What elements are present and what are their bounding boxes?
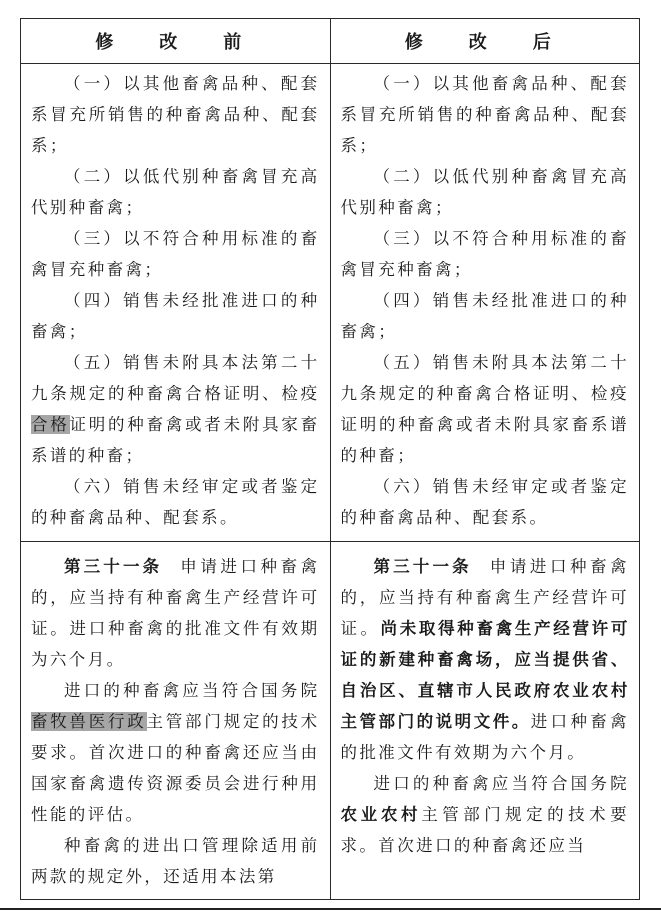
after-article-cell (330, 542, 640, 900)
before-item-6: （六）销售未经审定或者鉴定的种畜禽品种、配套系。 (31, 477, 320, 527)
row-items (21, 64, 640, 542)
before-article-p2: 进口的种畜禽应当符合国务院畜牧兽医行政主管部门规定的技术要求。首次进口的种畜禽还应当由国家畜禽遗传资源委员会进行种用性能的评估。 (31, 681, 320, 824)
after-article-p1: 第三十一条 申请进口种畜禽的，应当持有种畜禽生产经营许可证。尚未取得种畜禽生产经营许可证的新建种畜禽场，应当提供省、自治区、直辖市人民政府农业农村主管部门的说明文件。进口种畜禽的批准文件有效期为六个月。 (340, 557, 630, 762)
before-item-4: （四）销售未经批准进口的种畜禽； (31, 291, 320, 341)
before-article-p3: 种畜禽的进出口管理除适用前两款的规定外，还适用本法第 (31, 836, 320, 886)
after-item-2: （二）以低代别种畜禽冒充高代别种畜禽； (340, 167, 629, 217)
page-bottom-rule (0, 908, 661, 910)
article-number: 第三十一条 (373, 557, 472, 576)
before-item-1: （一）以其他畜禽品种、配套系冒充所销售的种畜禽品种、配套系； (31, 74, 320, 155)
header-row (21, 19, 640, 64)
after-items-cell (330, 64, 640, 542)
article-number: 第三十一条 (64, 557, 163, 576)
added-text-bold: 农业农村 (340, 805, 422, 824)
comparison-table (20, 18, 640, 900)
before-item-3: （三）以不符合种用标准的畜禽冒充种畜禽； (31, 229, 320, 279)
row-article-31 (21, 542, 640, 900)
before-article-p1: 第三十一条 申请进口种畜禽的，应当持有种畜禽生产经营许可证。进口种畜禽的批准文件有效期为六个月。 (31, 557, 320, 669)
deleted-text-highlight: 合格 (31, 415, 70, 434)
after-item-6: （六）销售未经审定或者鉴定的种畜禽品种、配套系。 (340, 477, 629, 527)
before-article-cell (21, 542, 331, 900)
before-item-2: （二）以低代别种畜禽冒充高代别种畜禽； (31, 167, 320, 217)
after-article-p2: 进口的种畜禽应当符合国务院农业农村主管部门规定的技术要求。首次进口的种畜禽还应当 (340, 774, 630, 855)
before-item-5: （五）销售未附具本法第二十九条规定的种畜禽合格证明、检疫合格证明的种畜禽或者未附具家畜系谱的种畜； (31, 353, 320, 465)
comparison-page (20, 18, 640, 900)
before-items-cell (21, 64, 331, 542)
after-item-4: （四）销售未经批准进口的种畜禽； (340, 291, 629, 341)
after-item-5: （五）销售未附具本法第二十九条规定的种畜禽合格证明、检疫证明的种畜禽或者未附具家畜系谱的种畜； (340, 353, 629, 465)
after-item-1: （一）以其他畜禽品种、配套系冒充所销售的种畜禽品种、配套系； (340, 74, 629, 155)
header-after: 修 改 后 (330, 19, 640, 64)
deleted-text-highlight: 畜牧兽医行政 (31, 712, 147, 731)
added-text-bold: 尚未取得种畜禽生产经营许可证的新建种畜禽场，应当提供省、自治区、直辖市人民政府农业农村主管部门的说明文件。 (340, 619, 629, 731)
after-item-3: （三）以不符合种用标准的畜禽冒充种畜禽； (340, 229, 629, 279)
header-before: 修 改 前 (21, 19, 331, 64)
